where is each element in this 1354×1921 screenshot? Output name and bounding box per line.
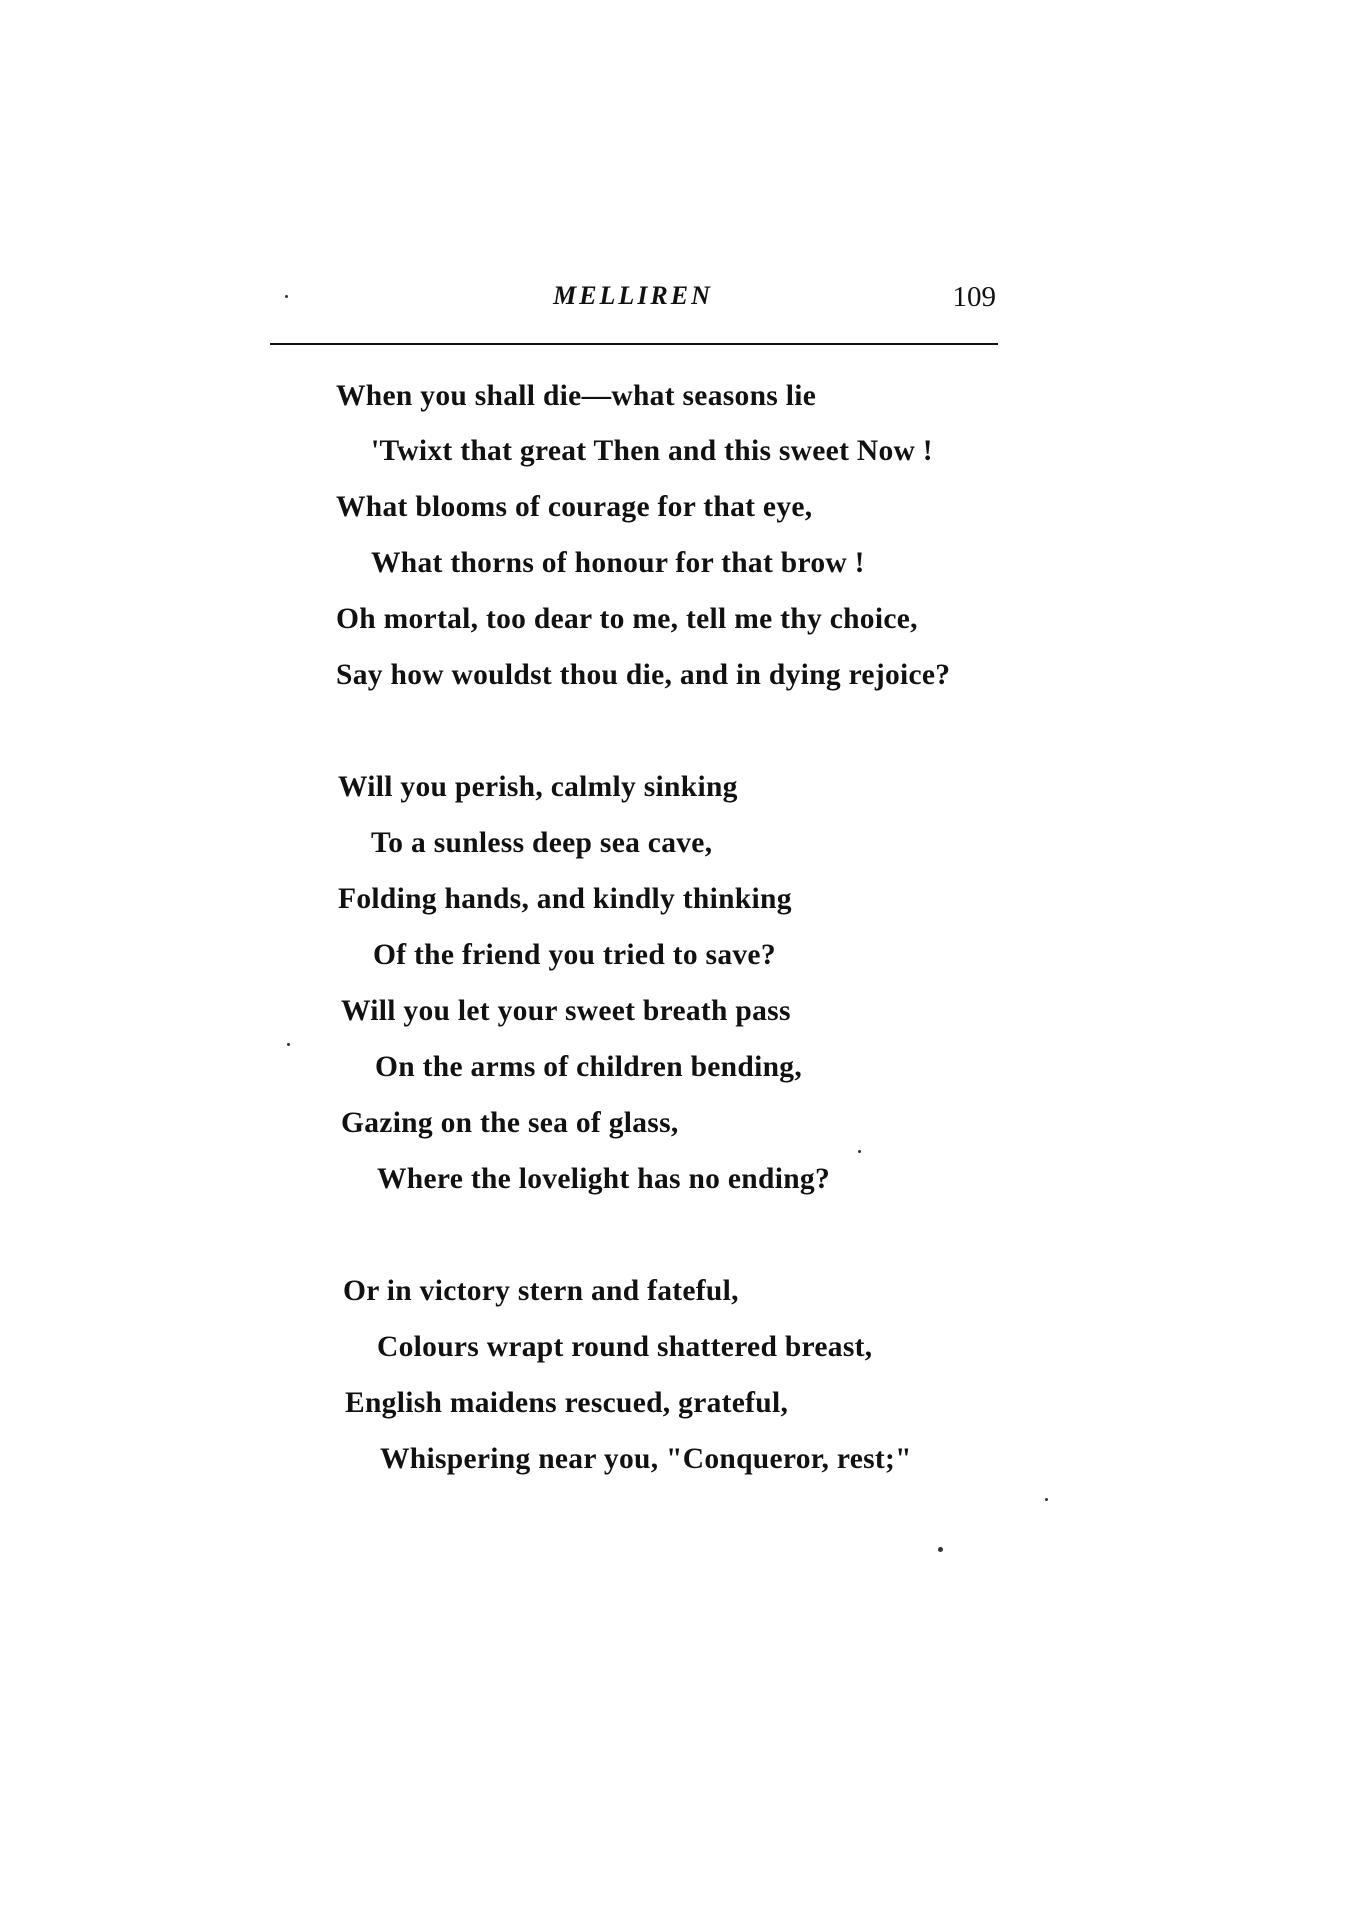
scan-speck	[1045, 1498, 1048, 1501]
poem-line: Will you let your sweet breath pass	[341, 995, 791, 1027]
poem-line: Colours wrapt round shattered breast,	[377, 1331, 873, 1363]
poem-line: Whispering near you, "Conqueror, rest;"	[380, 1443, 912, 1475]
poem-line: On the arms of children bending,	[375, 1051, 803, 1083]
page-number: 109	[952, 281, 996, 313]
poem-line: To a sunless deep sea cave,	[371, 827, 713, 859]
scan-speck	[285, 295, 288, 298]
poem-line: Folding hands, and kindly thinking	[338, 883, 792, 915]
poem-line: What blooms of courage for that eye,	[336, 491, 813, 523]
header-rule	[270, 343, 998, 345]
scan-speck	[287, 1043, 290, 1046]
poem-line: Where the lovelight has no ending?	[377, 1163, 831, 1195]
poem-line: Of the friend you tried to save?	[373, 939, 776, 971]
poem-line: Gazing on the sea of glass,	[341, 1107, 679, 1139]
poem-line: Say how wouldst thou die, and in dying rejoice?	[336, 659, 951, 691]
scan-speck	[938, 1547, 943, 1552]
poem-line: Oh mortal, too dear to me, tell me thy choice,	[336, 603, 918, 635]
poem-line: English maidens rescued, grateful,	[345, 1387, 789, 1419]
running-head	[270, 281, 996, 321]
poem-line: Will you perish, calmly sinking	[338, 771, 738, 803]
poem-line: 'Twixt that great Then and this sweet Now !	[371, 435, 933, 467]
poem-line: Or in victory stern and fateful,	[343, 1275, 739, 1307]
poem-line: When you shall die—what seasons lie	[336, 380, 817, 412]
running-title: MELLIREN	[553, 281, 713, 310]
scan-speck	[858, 1150, 861, 1153]
poem-line: What thorns of honour for that brow !	[371, 547, 865, 579]
